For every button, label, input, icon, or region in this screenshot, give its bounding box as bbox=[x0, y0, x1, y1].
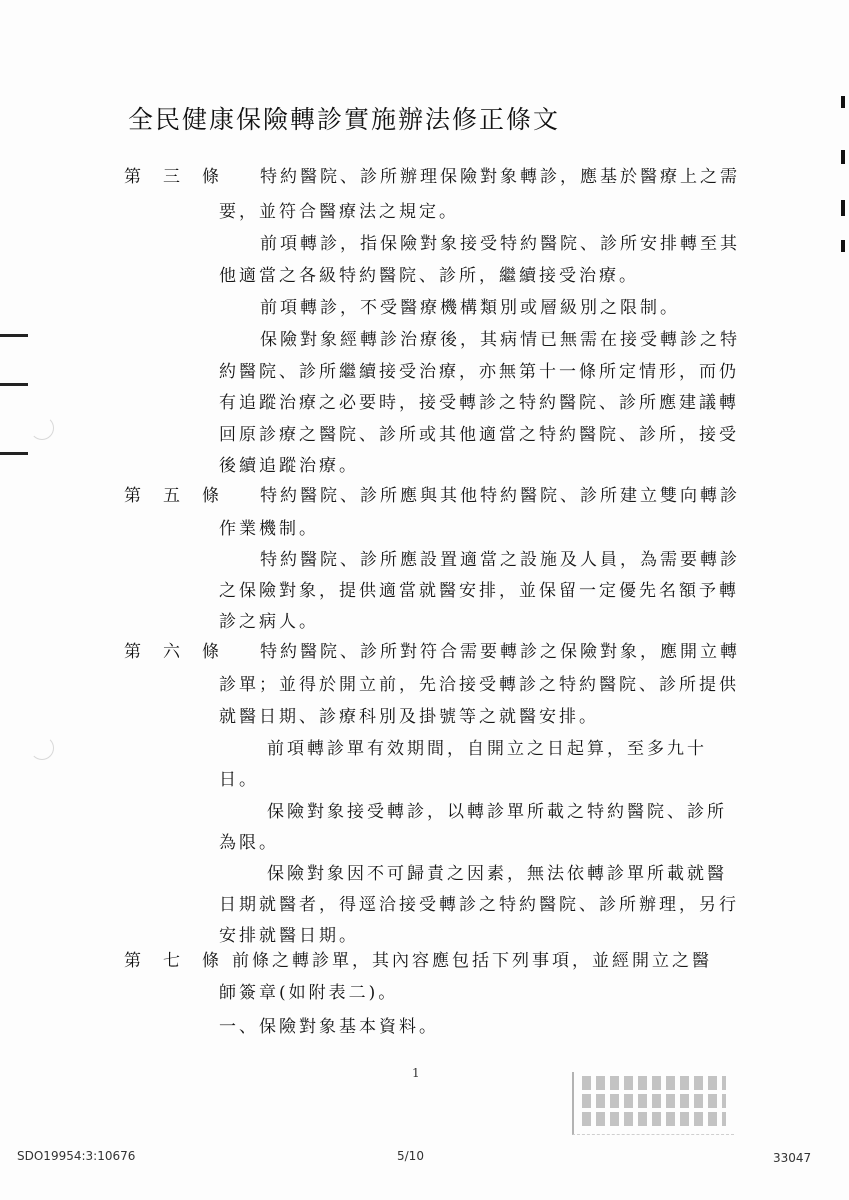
scan-mark bbox=[0, 452, 28, 455]
scan-mark bbox=[841, 150, 845, 164]
article-text-line: 作業機制。 bbox=[219, 519, 319, 539]
punch-hole bbox=[30, 736, 54, 760]
article-text-line: 日期就醫者，得逕洽接受轉診之特約醫院、診所辦理，另行 bbox=[219, 895, 739, 915]
article-text-line: 前項轉診，不受醫療機構類別或層級別之限制。 bbox=[260, 298, 680, 318]
footer-page-count: 5/10 bbox=[397, 1149, 424, 1163]
scan-mark bbox=[841, 240, 845, 252]
scan-mark bbox=[841, 96, 845, 108]
article-text-line: 後續追蹤治療。 bbox=[219, 456, 359, 476]
article-label: 第六條 bbox=[124, 642, 241, 662]
scan-mark bbox=[0, 334, 28, 337]
article-text-line: 一、保險對象基本資料。 bbox=[219, 1017, 439, 1037]
article-text-line: 要，並符合醫療法之規定。 bbox=[219, 202, 459, 222]
punch-hole bbox=[30, 416, 54, 440]
scan-mark bbox=[841, 200, 845, 216]
document-title: 全民健康保險轉診實施辦法修正條文 bbox=[128, 105, 561, 134]
article-label: 第五條 bbox=[124, 486, 241, 506]
footer-code: 33047 bbox=[773, 1151, 812, 1165]
article-text-line: 日。 bbox=[219, 770, 259, 790]
article-text-line: 診之病人。 bbox=[219, 612, 319, 632]
received-stamp bbox=[572, 1072, 734, 1135]
scan-mark bbox=[0, 383, 28, 386]
article-text-line: 保險對象接受轉診，以轉診單所載之特約醫院、診所 bbox=[267, 802, 727, 822]
article-text-line: 保險對象因不可歸責之因素，無法依轉診單所載就醫 bbox=[267, 864, 727, 884]
article-label: 第三條 bbox=[124, 167, 241, 187]
article-text-line: 師簽章(如附表二)。 bbox=[219, 983, 399, 1003]
article-label: 第七條 bbox=[124, 951, 241, 971]
article-text-line: 特約醫院、診所辦理保險對象轉診，應基於醫療上之需 bbox=[260, 167, 740, 187]
article-text-line: 安排就醫日期。 bbox=[219, 926, 359, 946]
article-text-line: 特約醫院、診所應與其他特約醫院、診所建立雙向轉診 bbox=[260, 486, 740, 506]
article-text-line: 就醫日期、診療科別及掛號等之就醫安排。 bbox=[219, 707, 599, 727]
article-text-line: 診單；並得於開立前，先洽接受轉診之特約醫院、診所提供 bbox=[219, 675, 739, 695]
article-text-line: 有追蹤治療之必要時，接受轉診之特約醫院、診所應建議轉 bbox=[219, 393, 739, 413]
article-text-line: 為限。 bbox=[219, 833, 279, 853]
article-text-line: 回原診療之醫院、診所或其他適當之特約醫院、診所，接受 bbox=[219, 425, 739, 445]
article-text-line: 特約醫院、診所對符合需要轉診之保險對象，應開立轉 bbox=[260, 642, 740, 662]
article-text-line: 前項轉診，指保險對象接受特約醫院、診所安排轉至其 bbox=[260, 234, 740, 254]
article-text-line: 前條之轉診單，其內容應包括下列事項，並經開立之醫 bbox=[232, 951, 712, 971]
page-number: 1 bbox=[412, 1066, 420, 1080]
footer-document-id: SDO19954:3:10676 bbox=[17, 1149, 136, 1163]
article-text-line: 約醫院、診所繼續接受治療，亦無第十一條所定情形，而仍 bbox=[219, 362, 739, 382]
article-text-line: 之保險對象，提供適當就醫安排，並保留一定優先名額予轉 bbox=[219, 581, 739, 601]
article-text-line: 前項轉診單有效期間，自開立之日起算，至多九十 bbox=[267, 739, 707, 759]
article-text-line: 他適當之各級特約醫院、診所，繼續接受治療。 bbox=[219, 266, 639, 286]
article-text-line: 特約醫院、診所應設置適當之設施及人員，為需要轉診 bbox=[260, 550, 740, 570]
article-text-line: 保險對象經轉診治療後，其病情已無需在接受轉診之特 bbox=[260, 330, 740, 350]
